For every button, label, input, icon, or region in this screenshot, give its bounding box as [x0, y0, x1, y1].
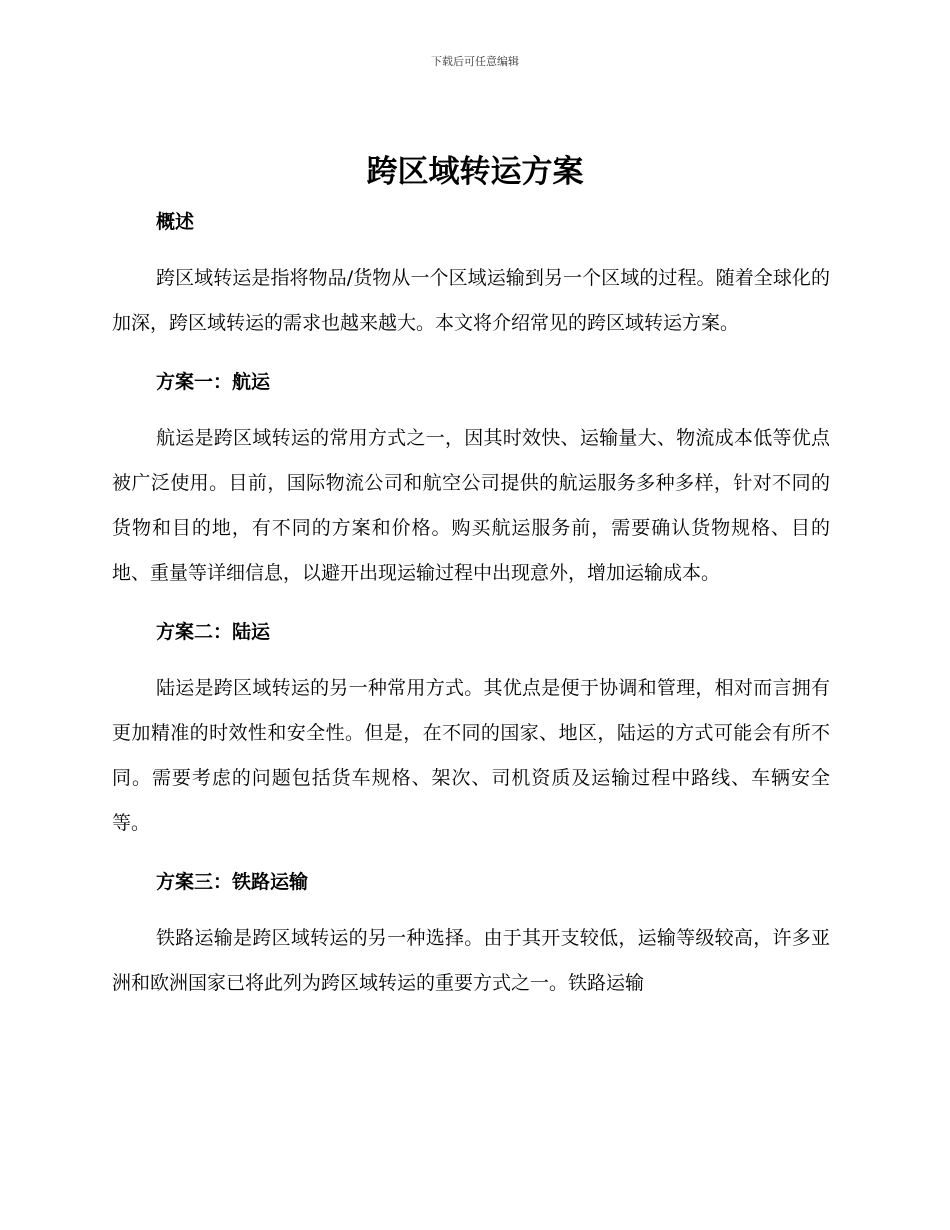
paragraph-plan-2: 陆运是跨区域转运的另一种常用方式。其优点是便于协调和管理，相对而言拥有更加精准的时效性和安全性。但是，在不同的国家、地区，陆运的方式可能会有所不同。需要考虑的问题包括货车规格、架次、司机资质及运输过程中路线、车辆安全等。 [112, 677, 830, 834]
section-plan-1 [112, 360, 830, 596]
document-body [112, 200, 830, 1006]
section-plan-3 [112, 860, 830, 1006]
section-heading-plan-3: 方案三：铁路运输 [156, 871, 309, 893]
paragraph-plan-1: 航运是跨区域转运的常用方式之一，因其时效快、运输量大、物流成本低等优点被广泛使用。目前，国际物流公司和航空公司提供的航运服务多种多样，针对不同的货物和目的地，有不同的方案和价格。购买航运服务前，需要确认货物规格、目的地、重量等详细信息，以避开出现运输过程中出现意外，增加运输成本。 [112, 427, 830, 584]
section-overview [112, 200, 830, 346]
section-plan-2 [112, 610, 830, 846]
section-heading-plan-2: 方案二：陆运 [156, 621, 271, 643]
header-note: 下载后可任意编辑 [431, 55, 519, 68]
document-title: 跨区域转运方案 [366, 154, 584, 190]
section-heading-overview: 概述 [156, 211, 195, 233]
section-heading-plan-1: 方案一：航运 [156, 371, 271, 393]
paragraph-overview: 跨区域转运是指将物品/货物从一个区域运输到另一个区域的过程。随着全球化的加深，跨区域转运的需求也越来越大。本文将介绍常见的跨区域转运方案。 [112, 267, 830, 334]
paragraph-plan-3: 铁路运输是跨区域转运的另一种选择。由于其开支较低，运输等级较高，许多亚洲和欧洲国家已将此列为跨区域转运的重要方式之一。铁路运输 [112, 927, 830, 994]
